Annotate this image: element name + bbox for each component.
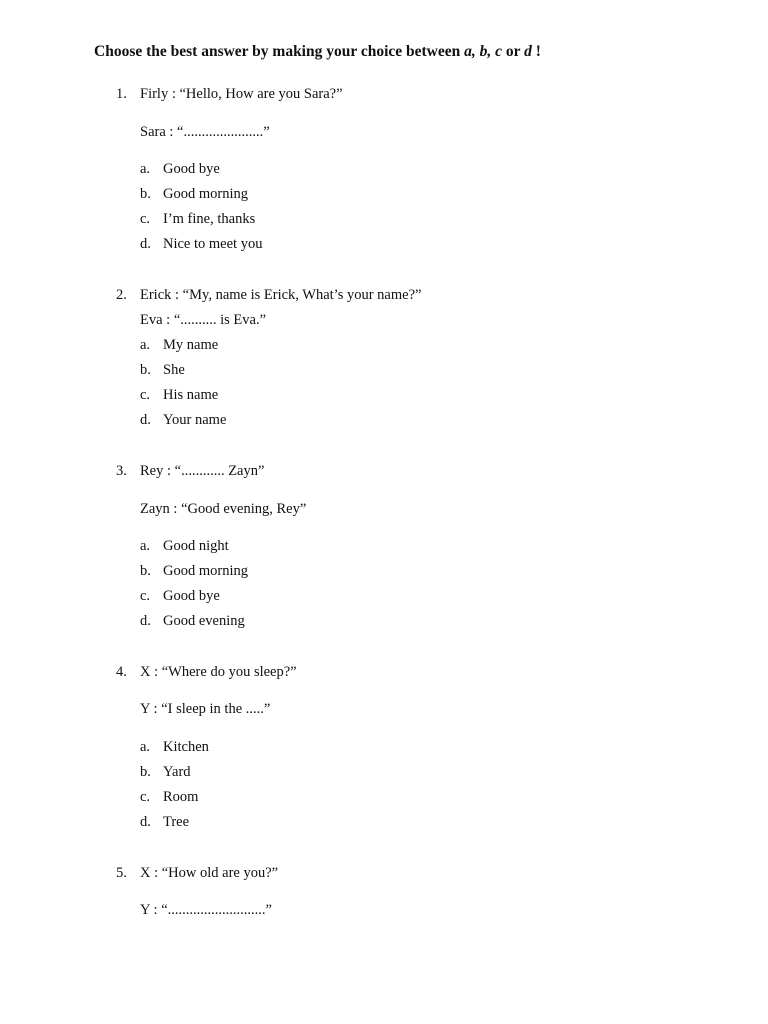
dialogue-line: Rey : “............ Zayn” bbox=[140, 463, 265, 479]
option-text: I’m fine, thanks bbox=[163, 211, 256, 227]
option-letter: d. bbox=[140, 613, 151, 629]
dialogue-line: Sara : “......................” bbox=[140, 124, 270, 140]
dialogue-line: Zayn : “Good evening, Rey” bbox=[140, 501, 307, 517]
option-text: Nice to meet you bbox=[163, 236, 263, 252]
option-text: Tree bbox=[163, 814, 190, 830]
choice-a-label: a, bbox=[464, 43, 476, 60]
question-number: 5. bbox=[116, 865, 127, 881]
instruction-heading bbox=[94, 43, 541, 61]
option-letter: c. bbox=[140, 789, 151, 805]
dialogue-line: Y : “...........................” bbox=[140, 902, 272, 918]
option-letter: a. bbox=[140, 161, 151, 177]
option-letter: b. bbox=[140, 362, 151, 378]
option-text: Good morning bbox=[163, 186, 248, 202]
option-text: Good night bbox=[163, 538, 229, 554]
option-letter: c. bbox=[140, 387, 151, 403]
dialogue-line: X : “How old are you?” bbox=[140, 865, 279, 881]
dialogue-line: Erick : “My, name is Erick, What’s your name?” bbox=[140, 287, 422, 303]
option-text: She bbox=[163, 362, 185, 378]
question-number: 1. bbox=[116, 86, 127, 102]
option-letter: a. bbox=[140, 739, 151, 755]
option-letter: c. bbox=[140, 211, 151, 227]
option-letter: a. bbox=[140, 538, 151, 554]
option-letter: b. bbox=[140, 563, 151, 579]
option-text: Room bbox=[163, 789, 199, 805]
option-letter: d. bbox=[140, 814, 151, 830]
question-number: 3. bbox=[116, 463, 127, 479]
option-text: Good bye bbox=[163, 588, 220, 604]
option-letter: a. bbox=[140, 337, 151, 353]
choice-c-label: c bbox=[495, 43, 503, 60]
choice-b-label: b, bbox=[479, 43, 492, 60]
option-letter: d. bbox=[140, 236, 151, 252]
question-number: 2. bbox=[116, 287, 127, 303]
dialogue-line: Firly : “Hello, How are you Sara?” bbox=[140, 86, 343, 102]
instruction-prefix: Choose the best answer by making your choice between bbox=[94, 43, 465, 60]
instruction-suffix: ! bbox=[531, 43, 541, 60]
choice-d-label: d bbox=[524, 43, 532, 60]
option-text: Good bye bbox=[163, 161, 220, 177]
option-text: Kitchen bbox=[163, 739, 209, 755]
option-text: His name bbox=[163, 387, 219, 403]
option-text: Your name bbox=[163, 412, 227, 428]
option-text: My name bbox=[163, 337, 219, 353]
option-letter: d. bbox=[140, 412, 151, 428]
option-letter: b. bbox=[140, 764, 151, 780]
question-number: 4. bbox=[116, 664, 127, 680]
option-text: Good evening bbox=[163, 613, 245, 629]
dialogue-line: Y : “I sleep in the .....” bbox=[140, 701, 271, 717]
instruction-or: or bbox=[502, 43, 525, 60]
option-text: Yard bbox=[163, 764, 191, 780]
option-letter: b. bbox=[140, 186, 151, 202]
dialogue-line: Eva : “.......... is Eva.” bbox=[140, 312, 267, 328]
option-letter: c. bbox=[140, 588, 151, 604]
dialogue-line: X : “Where do you sleep?” bbox=[140, 664, 297, 680]
option-text: Good morning bbox=[163, 563, 248, 579]
